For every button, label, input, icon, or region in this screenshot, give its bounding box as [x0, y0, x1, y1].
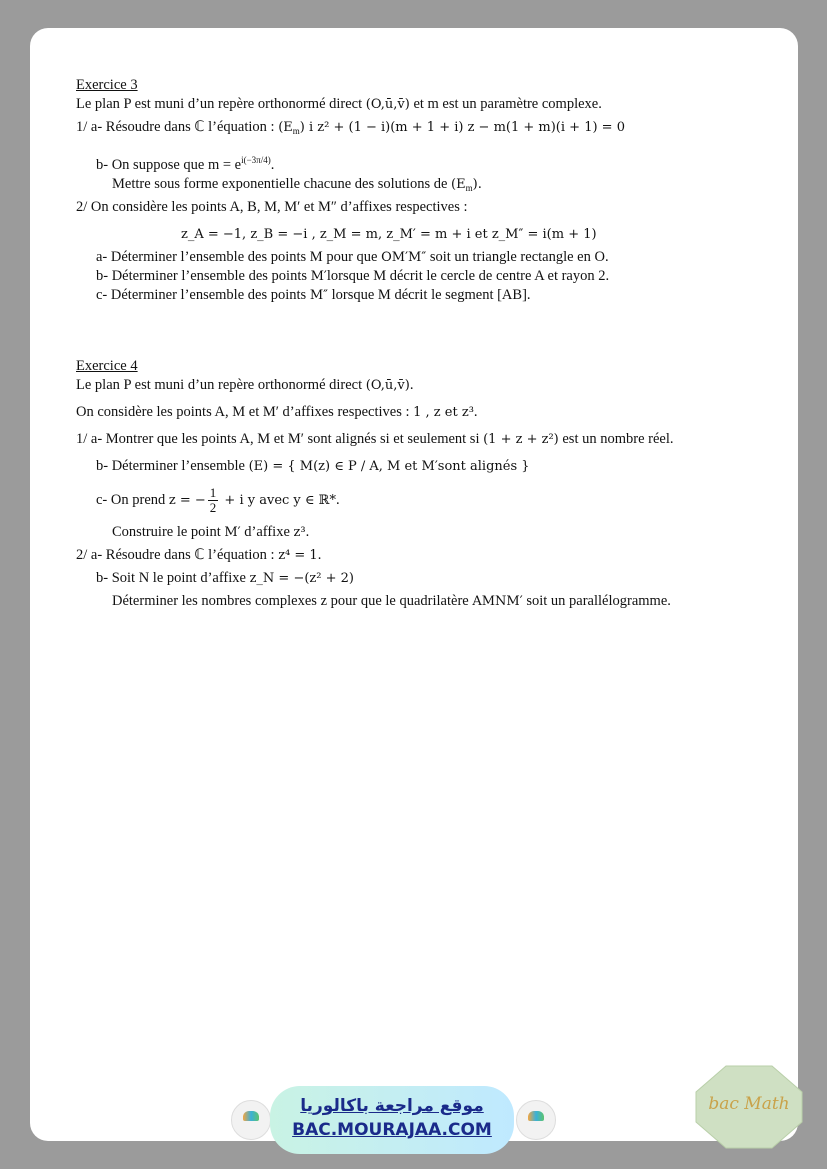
ex3-q1a-eq-sub: m: [292, 126, 300, 136]
ex4-q2b-text: b- Soit N le point d’affixe: [96, 570, 250, 586]
ex3-q2b-text: b- Déterminer l’ensemble des points: [96, 268, 311, 284]
footer-arabic-title[interactable]: موقع مراجعة باكالوريا: [300, 1096, 484, 1116]
ex3-q1b-line2-sub: m: [465, 183, 473, 193]
footer-url-link[interactable]: BAC.MOURAJAA.COM: [292, 1120, 492, 1140]
ex4-q1c-line2-mid: d’affixe: [240, 524, 294, 540]
ex4-q1c-fraction: [208, 486, 219, 515]
ex3-q1b-line2-text: Mettre sous forme exponentielle chacune des solutions de: [112, 176, 452, 192]
ex3-q1a-equation: i z² + (1 − i)(m + 1 + i) z − m(1 + m)(i + 1) = 0: [304, 120, 625, 135]
ex3-q2b-eq: M′: [310, 269, 327, 284]
ex4-q2b-line2-end: soit un parallélogramme.: [522, 593, 671, 609]
ex3-q2c: [76, 286, 776, 305]
ex3-q2a-text: a- Déterminer l’ensemble des points M pour que: [96, 249, 382, 265]
fraction-denominator: 2: [209, 500, 217, 515]
ex4-q1c-line2-end: .: [305, 524, 310, 540]
ex4-q2b-line2-text: Déterminer les nombres complexes z pour que le quadrilatère: [112, 593, 473, 609]
ex4-q1b: [76, 457, 776, 476]
site-logo-left: [231, 1100, 271, 1140]
ex3-q1b-end: .: [270, 157, 275, 173]
ex4-q1c-eq-pre: z = −: [168, 492, 206, 508]
ex4-q2b-line2-eq: AMNM′: [472, 594, 523, 609]
ex4-q1c-line2: [76, 523, 776, 542]
ex3-frame: (O,ū,v̄): [365, 97, 410, 112]
ex3-q2c-eq: M″: [309, 288, 328, 303]
document-page: [30, 28, 798, 1141]
ex4-q1c-end: .: [335, 491, 340, 508]
document-content: [76, 76, 776, 611]
ex4-q1b-text: b- Déterminer l’ensemble: [96, 458, 249, 474]
fraction-numerator: 1: [209, 485, 217, 500]
ex3-q1a-eq-name: (E: [278, 120, 293, 135]
ex3-affixes: z_A = −1, z_B = −i , z_M = m, z_M′ = m + i et z_M″ = i(m + 1): [181, 227, 597, 242]
ex3-intro-end: et m est un paramètre complexe.: [409, 96, 602, 112]
ex3-q2b: [76, 267, 776, 286]
ex4-intro: [76, 376, 776, 395]
ex4-q2a-text: 2/ a- Résoudre dans ℂ l’équation :: [76, 547, 279, 563]
ex4-q1b-eq: (E) = { M(z) ∈ P / A, M et M′sont alignés }: [248, 459, 530, 474]
ex3-q2a: [76, 248, 776, 267]
ex4-points: [76, 403, 776, 422]
ex3-q2b-end: lorsque M décrit le cercle de centre A et rayon 2.: [326, 268, 610, 284]
ex3-q2a-end: soit un triangle rectangle en O.: [426, 249, 609, 265]
ex4-q1c-text: c- On prend: [96, 491, 169, 508]
ex3-q2c-text: c- Déterminer l’ensemble des points: [96, 287, 310, 303]
ex3-q2: 2/ On considère les points A, B, M, M′ et M″ d’affixes respectives :: [76, 199, 468, 215]
ex3-intro: [76, 95, 776, 114]
footer-banner[interactable]: [270, 1086, 514, 1154]
ex3-q1b-line2-end: ).: [472, 177, 482, 192]
ex4-q2b: [76, 569, 776, 588]
ex3-q1b-line2: [76, 175, 776, 198]
ex3-q2c-end: lorsque M décrit le segment [AB].: [327, 287, 531, 303]
ex4-q2b-line2: [76, 592, 776, 611]
ex4-points-eq: 1 , z et z³: [413, 405, 474, 420]
ex4-q1a-end: est un nombre réel.: [558, 431, 674, 447]
ex4-q1a-eq: (1 + z + z²): [483, 432, 559, 447]
exercise-3-title: Exercice 3: [76, 77, 138, 93]
ex3-q1b-text: b- On suppose que m = e: [96, 157, 242, 173]
ex3-intro-text: Le plan P est muni d’un repère orthonormé direct: [76, 96, 366, 112]
ex4-q1c-line2-eq2: z³: [293, 525, 306, 540]
ex4-frame: (O,ū,v̄): [365, 378, 410, 393]
ex4-intro-text: Le plan P est muni d’un repère orthonormé direct: [76, 377, 366, 393]
ex4-q1c-line2-eq: M′: [224, 525, 241, 540]
ex4-q2a-eq: z⁴ = 1: [278, 548, 318, 563]
ex4-q1c: [76, 486, 776, 515]
ex3-q1b: [76, 151, 776, 175]
ex4-q1a: [76, 430, 776, 449]
ex4-points-end: .: [473, 404, 478, 420]
ex3-q2a-eq: OM′M″: [381, 250, 427, 265]
ex3-q1b-line2-eq: (E: [451, 177, 466, 192]
ex4-q2b-eq: z_N = −(z² + 2): [249, 571, 354, 586]
ex4-points-text: On considère les points A, M et M′ d’affixes respectives :: [76, 404, 414, 420]
ex4-q1c-eq-post: + i y avec y ∈ ℝ*: [220, 492, 336, 508]
ex3-q1a-text: 1/ a- Résoudre dans ℂ l’équation :: [76, 119, 279, 135]
ex4-q2a: [76, 546, 776, 565]
ex4-intro-end: .: [409, 377, 414, 393]
ex4-q1c-line2-text: Construire le point: [112, 524, 225, 540]
ex3-q1a-eq-close: ): [299, 120, 305, 135]
site-logo-right: [516, 1100, 556, 1140]
ex3-q1b-exponent: i(−3π/4): [241, 155, 271, 165]
ex4-q1a-text: 1/ a- Montrer que les points A, M et M′ sont alignés si et seulement si: [76, 431, 484, 447]
exercise-4-title: Exercice 4: [76, 358, 138, 374]
ex4-q2a-end: .: [317, 547, 322, 563]
badge-text: bac Math: [708, 1094, 790, 1114]
ex3-q1a: [76, 118, 776, 141]
